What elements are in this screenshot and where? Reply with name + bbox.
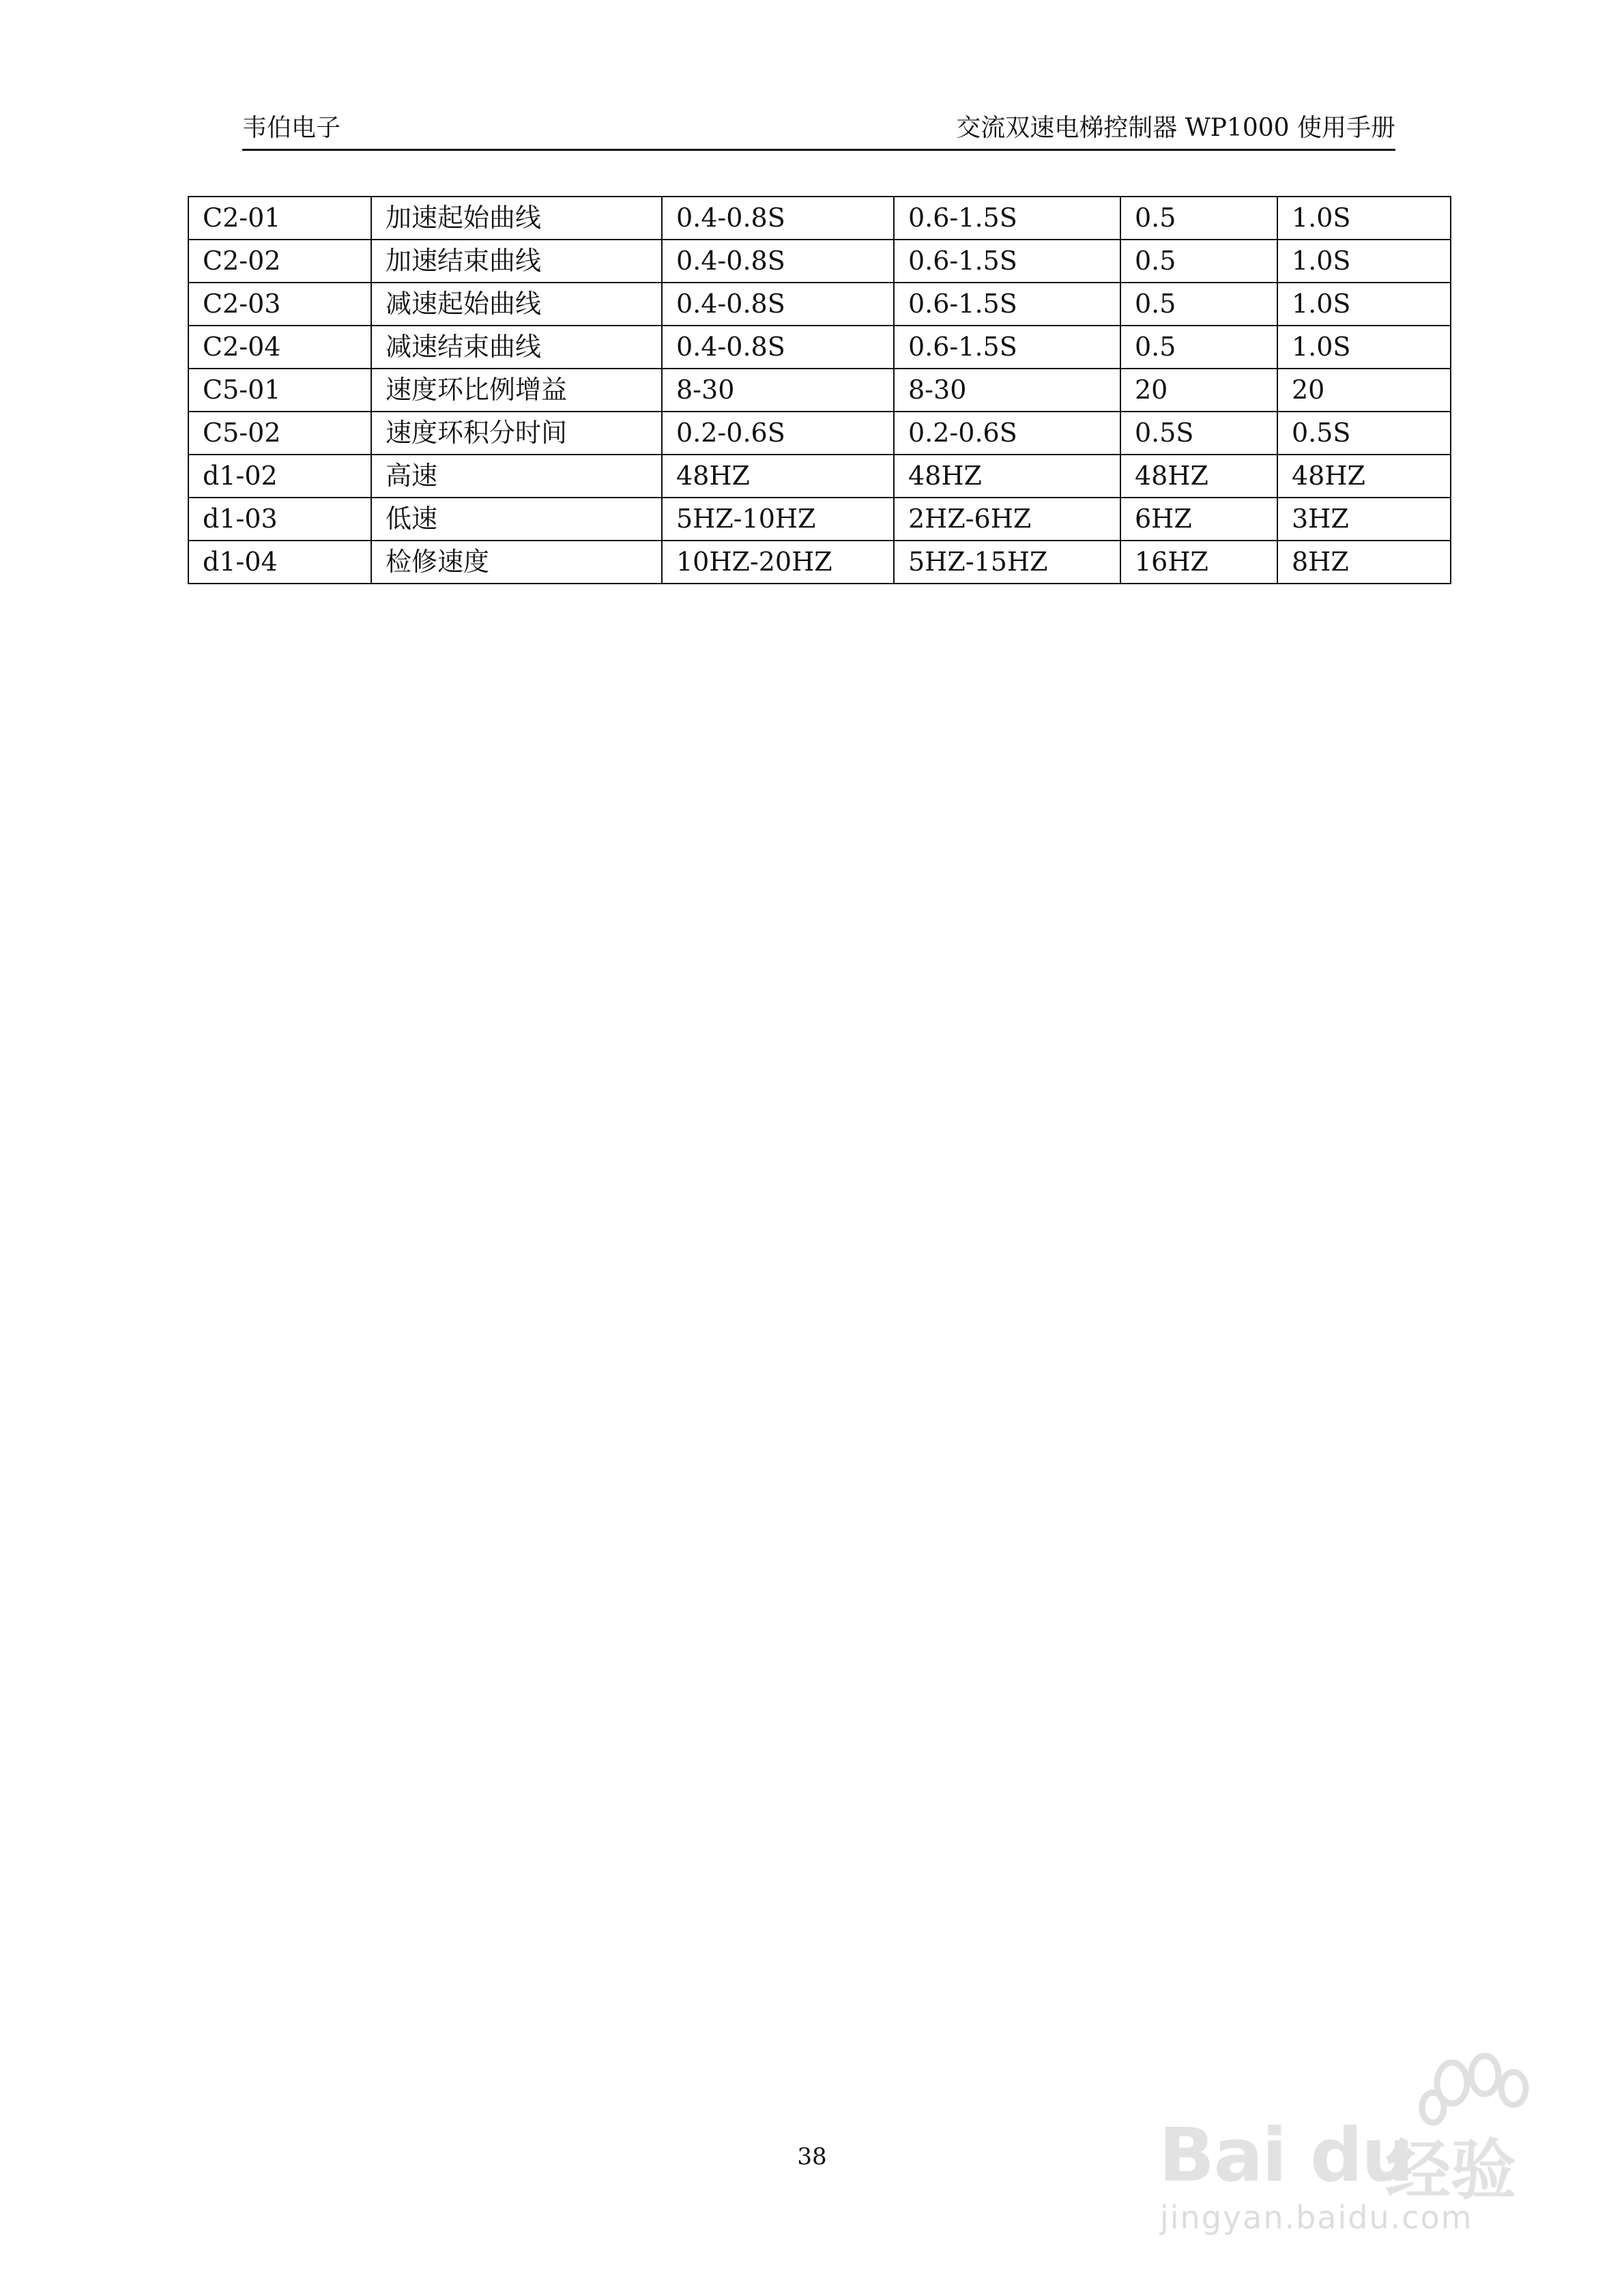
table-cell: 48HZ (1120, 455, 1277, 498)
table-cell: 3HZ (1277, 498, 1451, 541)
table-cell: 0.5 (1120, 240, 1277, 283)
table-cell: C5-02 (188, 412, 371, 455)
table-cell: 2HZ-6HZ (894, 498, 1120, 541)
table-cell: 0.4-0.8S (662, 283, 894, 326)
table-row (188, 326, 1451, 369)
parameter-table-body (188, 197, 1451, 584)
table-cell: 加速结束曲线 (371, 240, 662, 283)
table-cell: 0.5S (1277, 412, 1451, 455)
header-manual-title: 交流双速电梯控制器 WP1000 使用手册 (956, 114, 1395, 142)
table-row (188, 541, 1451, 584)
table-cell: 5HZ-10HZ (662, 498, 894, 541)
table-cell: 0.5 (1120, 283, 1277, 326)
table-row (188, 412, 1451, 455)
table-row (188, 240, 1451, 283)
table-cell: 20 (1277, 369, 1451, 412)
table-cell: C2-02 (188, 240, 371, 283)
watermark-brand-cn: 经验 (1385, 2132, 1516, 2209)
table-cell: 加速起始曲线 (371, 197, 662, 240)
page-header (242, 109, 1395, 151)
table-cell: 速度环比例增益 (371, 369, 662, 412)
table-cell: 48HZ (662, 455, 894, 498)
table-cell: 8-30 (894, 369, 1120, 412)
table-cell: 速度环积分时间 (371, 412, 662, 455)
parameter-table (188, 196, 1451, 584)
table-cell: 16HZ (1120, 541, 1277, 584)
table-cell: 1.0S (1277, 240, 1451, 283)
table-cell: 10HZ-20HZ (662, 541, 894, 584)
table-cell: 1.0S (1277, 283, 1451, 326)
table-cell: 8-30 (662, 369, 894, 412)
table-row (188, 455, 1451, 498)
table-cell: 0.5 (1120, 326, 1277, 369)
baidu-jingyan-watermark (1153, 2048, 1563, 2252)
table-cell: 6HZ (1120, 498, 1277, 541)
table-cell: 0.6-1.5S (894, 326, 1120, 369)
table-cell: 48HZ (1277, 455, 1451, 498)
table-cell: 减速起始曲线 (371, 283, 662, 326)
table-cell: 48HZ (894, 455, 1120, 498)
table-row (188, 369, 1451, 412)
table-cell: 0.6-1.5S (894, 283, 1120, 326)
table-cell: 20 (1120, 369, 1277, 412)
table-cell: 检修速度 (371, 541, 662, 584)
table-cell: d1-03 (188, 498, 371, 541)
table-cell: 0.2-0.6S (662, 412, 894, 455)
watermark-brand: Bai du (1159, 2113, 1413, 2198)
table-cell: 0.5S (1120, 412, 1277, 455)
table-cell: 0.2-0.6S (894, 412, 1120, 455)
table-row (188, 283, 1451, 326)
table-cell: d1-02 (188, 455, 371, 498)
page-number: 38 (797, 2143, 827, 2170)
table-cell: C2-03 (188, 283, 371, 326)
table-cell: 减速结束曲线 (371, 326, 662, 369)
table-cell: 0.4-0.8S (662, 197, 894, 240)
table-cell: 0.6-1.5S (894, 197, 1120, 240)
table-cell: 0.5 (1120, 197, 1277, 240)
table-cell: 5HZ-15HZ (894, 541, 1120, 584)
table-cell: 低速 (371, 498, 662, 541)
table-cell: C2-01 (188, 197, 371, 240)
table-cell: C2-04 (188, 326, 371, 369)
header-company: 韦伯电子 (242, 114, 341, 142)
table-cell: 0.4-0.8S (662, 240, 894, 283)
table-cell: 0.4-0.8S (662, 326, 894, 369)
table-cell: 1.0S (1277, 197, 1451, 240)
table-cell: d1-04 (188, 541, 371, 584)
table-row (188, 197, 1451, 240)
table-cell: 0.6-1.5S (894, 240, 1120, 283)
table-cell: C5-01 (188, 369, 371, 412)
table-cell: 8HZ (1277, 541, 1451, 584)
watermark-url: jingyan.baidu.com (1160, 2199, 1473, 2236)
table-cell: 高速 (371, 455, 662, 498)
table-cell: 1.0S (1277, 326, 1451, 369)
table-row (188, 498, 1451, 541)
